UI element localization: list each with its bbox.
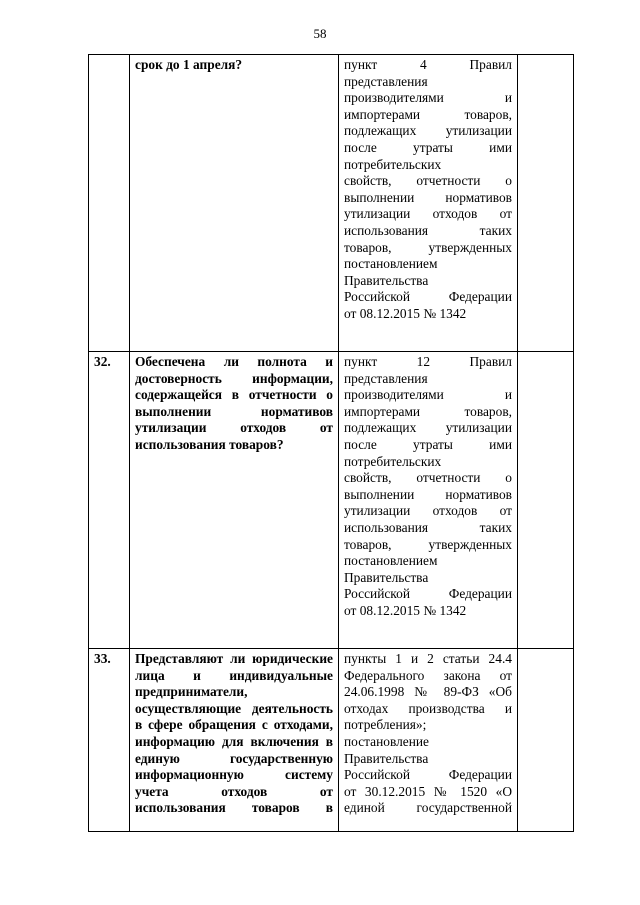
reference-line: выполнении нормативов: [344, 486, 512, 502]
reference-line: представления: [344, 370, 428, 386]
table-row: [89, 649, 574, 832]
reference-cell: [339, 649, 518, 832]
reference-line: импортерами товаров,: [344, 403, 512, 419]
reference-line: постановлением: [344, 256, 438, 272]
reference-line: постановлением: [344, 553, 438, 569]
reference-line: от 08.12.2015 № 1342: [344, 305, 467, 321]
question-line: осуществляющие деятельность: [135, 700, 333, 716]
reference-line: 24.06.1998 № 89-ФЗ «Об: [344, 684, 512, 700]
row-number-cell: [89, 55, 130, 352]
reference-line: пункт 12 Правил: [344, 354, 512, 369]
reference-line: Правительства: [344, 569, 429, 585]
reference-line: после утраты ими: [344, 436, 512, 452]
reference-line: после утраты ими: [344, 139, 512, 155]
question-line: достоверность информации,: [135, 370, 333, 386]
reference-line: производителями и: [344, 90, 512, 106]
reference-line: свойств, отчетности о: [344, 173, 512, 189]
question-line: выполнении нормативов: [135, 403, 333, 419]
reference-line: пункты 1 и 2 статьи 24.4: [344, 651, 512, 666]
reference-line: утилизации отходов от: [344, 503, 512, 519]
question-line: информацию для включения в: [135, 733, 333, 749]
question-line: содержащейся в отчетности о: [135, 387, 333, 403]
reference-line: Российской Федерации: [344, 767, 512, 783]
empty-cell: [518, 649, 574, 832]
reference-line: свойств, отчетности о: [344, 470, 512, 486]
reference-line: потребительских: [344, 453, 442, 469]
empty-cell: [518, 55, 574, 352]
reference-line: товаров, утвержденных: [344, 239, 512, 255]
question-line: использования товаров в: [135, 800, 333, 816]
reference-line: постановление: [344, 733, 430, 749]
reference-line: представления: [344, 73, 428, 89]
reference-line: Российской Федерации: [344, 586, 512, 602]
question-cell: [130, 352, 339, 649]
reference-line: пункт 4 Правил: [344, 57, 512, 72]
reference-line: от 08.12.2015 № 1342: [344, 602, 467, 618]
question-line: Представляют ли юридические: [135, 651, 333, 666]
row-number-cell: 33.: [89, 649, 130, 832]
reference-line: от 30.12.2015 № 1520 «О: [344, 783, 512, 799]
reference-line: Правительства: [344, 750, 429, 766]
reference-cell: [339, 352, 518, 649]
reference-line: потребительских: [344, 156, 442, 172]
page-number: 58: [313, 26, 327, 41]
reference-line: утилизации отходов от: [344, 206, 512, 222]
checklist-table: [88, 54, 574, 832]
reference-line: Федерального закона от: [344, 667, 512, 683]
table-row: [89, 352, 574, 649]
question-line: единую государственную: [135, 750, 333, 766]
reference-line: отходах производства и: [344, 700, 512, 716]
question-line: утилизации отходов от: [135, 420, 333, 436]
reference-line: использования таких: [344, 222, 512, 238]
question-line: информационную систему: [135, 767, 333, 783]
reference-line: выполнении нормативов: [344, 189, 512, 205]
question-line: использования товаров?: [135, 436, 284, 452]
table-row: [89, 55, 574, 352]
reference-cell: [339, 55, 518, 352]
question-line: в сфере обращения с отходами,: [135, 717, 333, 733]
reference-line: подлежащих утилизации: [344, 123, 512, 139]
reference-line: Правительства: [344, 272, 429, 288]
question-line: учета отходов от: [135, 783, 333, 799]
reference-line: товаров, утвержденных: [344, 536, 512, 552]
question-line: срок до 1 апреля?: [135, 57, 243, 72]
reference-line: единой государственной: [344, 800, 512, 816]
question-cell: [130, 649, 339, 832]
question-line: Обеспечена ли полнота и: [135, 354, 333, 369]
reference-line: производителями и: [344, 387, 512, 403]
row-number-cell: 32.: [89, 352, 130, 649]
question-line: лица и индивидуальные: [135, 667, 333, 683]
reference-line: подлежащих утилизации: [344, 420, 512, 436]
reference-line: Российской Федерации: [344, 289, 512, 305]
question-cell: [130, 55, 339, 352]
question-line: предприниматели,: [135, 684, 248, 700]
reference-line: потребления»;: [344, 717, 427, 733]
empty-cell: [518, 352, 574, 649]
reference-line: использования таких: [344, 519, 512, 535]
reference-line: импортерами товаров,: [344, 106, 512, 122]
